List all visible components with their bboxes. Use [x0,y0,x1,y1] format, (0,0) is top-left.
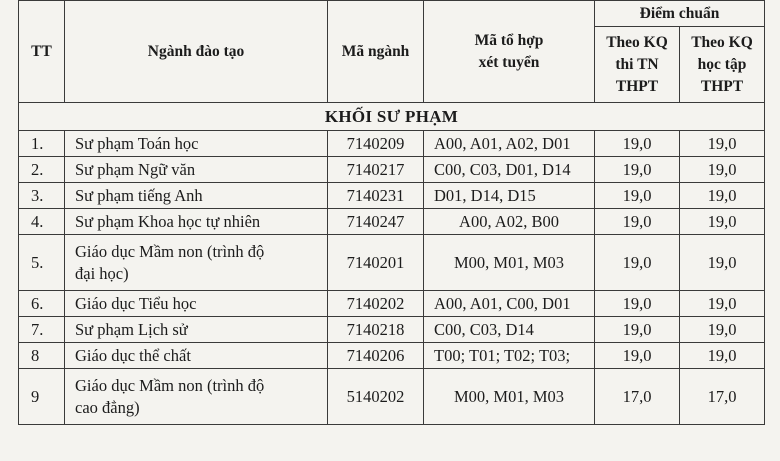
cell-major-line2: đại học) [75,263,129,283]
cell-tt: 6. [19,291,65,317]
cell-score-exam: 19,0 [595,157,680,183]
cell-major: Sư phạm Khoa học tự nhiên [65,209,328,235]
table-row [19,291,765,317]
cell-major-line1: Giáo dục Mầm non (trình độ [75,241,265,261]
cell-tt: 9 [19,369,65,425]
cell-combo: C00, C03, D01, D14 [424,157,595,183]
header-score-group: Điểm chuẩn [595,1,765,27]
cell-code: 7140209 [328,131,424,157]
cell-combo: A00, A01, C00, D01 [424,291,595,317]
cell-combo: T00; T01; T02; T03; [424,343,595,369]
cell-tt: 3. [19,183,65,209]
cell-score-record: 17,0 [680,369,765,425]
cell-major [65,369,328,425]
admission-score-table [18,0,765,425]
header-score-record-line1: Theo KQ [691,33,753,51]
header-tt: TT [19,1,65,103]
header-combo-line2: xét tuyển [478,53,540,71]
header-combo-line1: Mã tổ hợp [474,31,544,49]
cell-major: Giáo dục Tiểu học [65,291,328,317]
table-row [19,209,765,235]
cell-combo: C00, C03, D14 [424,317,595,343]
cell-tt: 1. [19,131,65,157]
cell-code: 7140201 [328,235,424,291]
cell-code: 7140202 [328,291,424,317]
cell-score-record: 19,0 [680,317,765,343]
cell-score-exam: 17,0 [595,369,680,425]
cell-code: 5140202 [328,369,424,425]
cell-major: Giáo dục thể chất [65,343,328,369]
table-row [19,183,765,209]
table-row [19,317,765,343]
cell-score-exam: 19,0 [595,291,680,317]
header-score-exam-line1: Theo KQ [606,33,668,51]
cell-score-exam: 19,0 [595,131,680,157]
cell-combo: A00, A02, B00 [424,209,595,235]
cell-combo: D01, D14, D15 [424,183,595,209]
table-row [19,157,765,183]
cell-code: 7140218 [328,317,424,343]
cell-score-exam: 19,0 [595,343,680,369]
cell-code: 7140247 [328,209,424,235]
cell-tt: 2. [19,157,65,183]
header-score-exam-line3: THPT [615,77,659,95]
cell-score-record: 19,0 [680,157,765,183]
cell-major: Sư phạm Ngữ văn [65,157,328,183]
cell-code: 7140231 [328,183,424,209]
header-score-record-line3: THPT [700,77,744,95]
cell-code: 7140206 [328,343,424,369]
table-row [19,131,765,157]
cell-combo: M00, M01, M03 [424,235,595,291]
header-score-record-line2: học tập [697,55,747,73]
cell-score-exam: 19,0 [595,235,680,291]
header-code: Mã ngành [328,1,424,103]
cell-tt: 5. [19,235,65,291]
table-row [19,343,765,369]
header-score-exam [595,27,680,103]
cell-major: Sư phạm tiếng Anh [65,183,328,209]
header-major: Ngành đào tạo [65,1,328,103]
table-row [19,235,765,291]
cell-major-line1: Giáo dục Mầm non (trình độ [75,375,265,395]
cell-score-record: 19,0 [680,131,765,157]
table-row [19,369,765,425]
cell-major: Sư phạm Toán học [65,131,328,157]
cell-score-record: 19,0 [680,209,765,235]
cell-score-record: 19,0 [680,235,765,291]
cell-major-line2: cao đẳng) [75,397,140,417]
cell-combo: M00, M01, M03 [424,369,595,425]
cell-score-exam: 19,0 [595,183,680,209]
cell-tt: 7. [19,317,65,343]
section-title: KHỐI SƯ PHẠM [19,103,765,131]
cell-tt: 8 [19,343,65,369]
cell-score-exam: 19,0 [595,209,680,235]
cell-combo: A00, A01, A02, D01 [424,131,595,157]
header-row-top [19,1,765,27]
cell-score-exam: 19,0 [595,317,680,343]
header-combo [424,1,595,103]
cell-score-record: 19,0 [680,183,765,209]
header-score-exam-line2: thi TN [615,55,659,73]
cell-tt: 4. [19,209,65,235]
cell-score-record: 19,0 [680,291,765,317]
cell-score-record: 19,0 [680,343,765,369]
cell-major [65,235,328,291]
section-row [19,103,765,131]
cell-code: 7140217 [328,157,424,183]
cell-major: Sư phạm Lịch sử [65,317,328,343]
header-score-record [680,27,765,103]
